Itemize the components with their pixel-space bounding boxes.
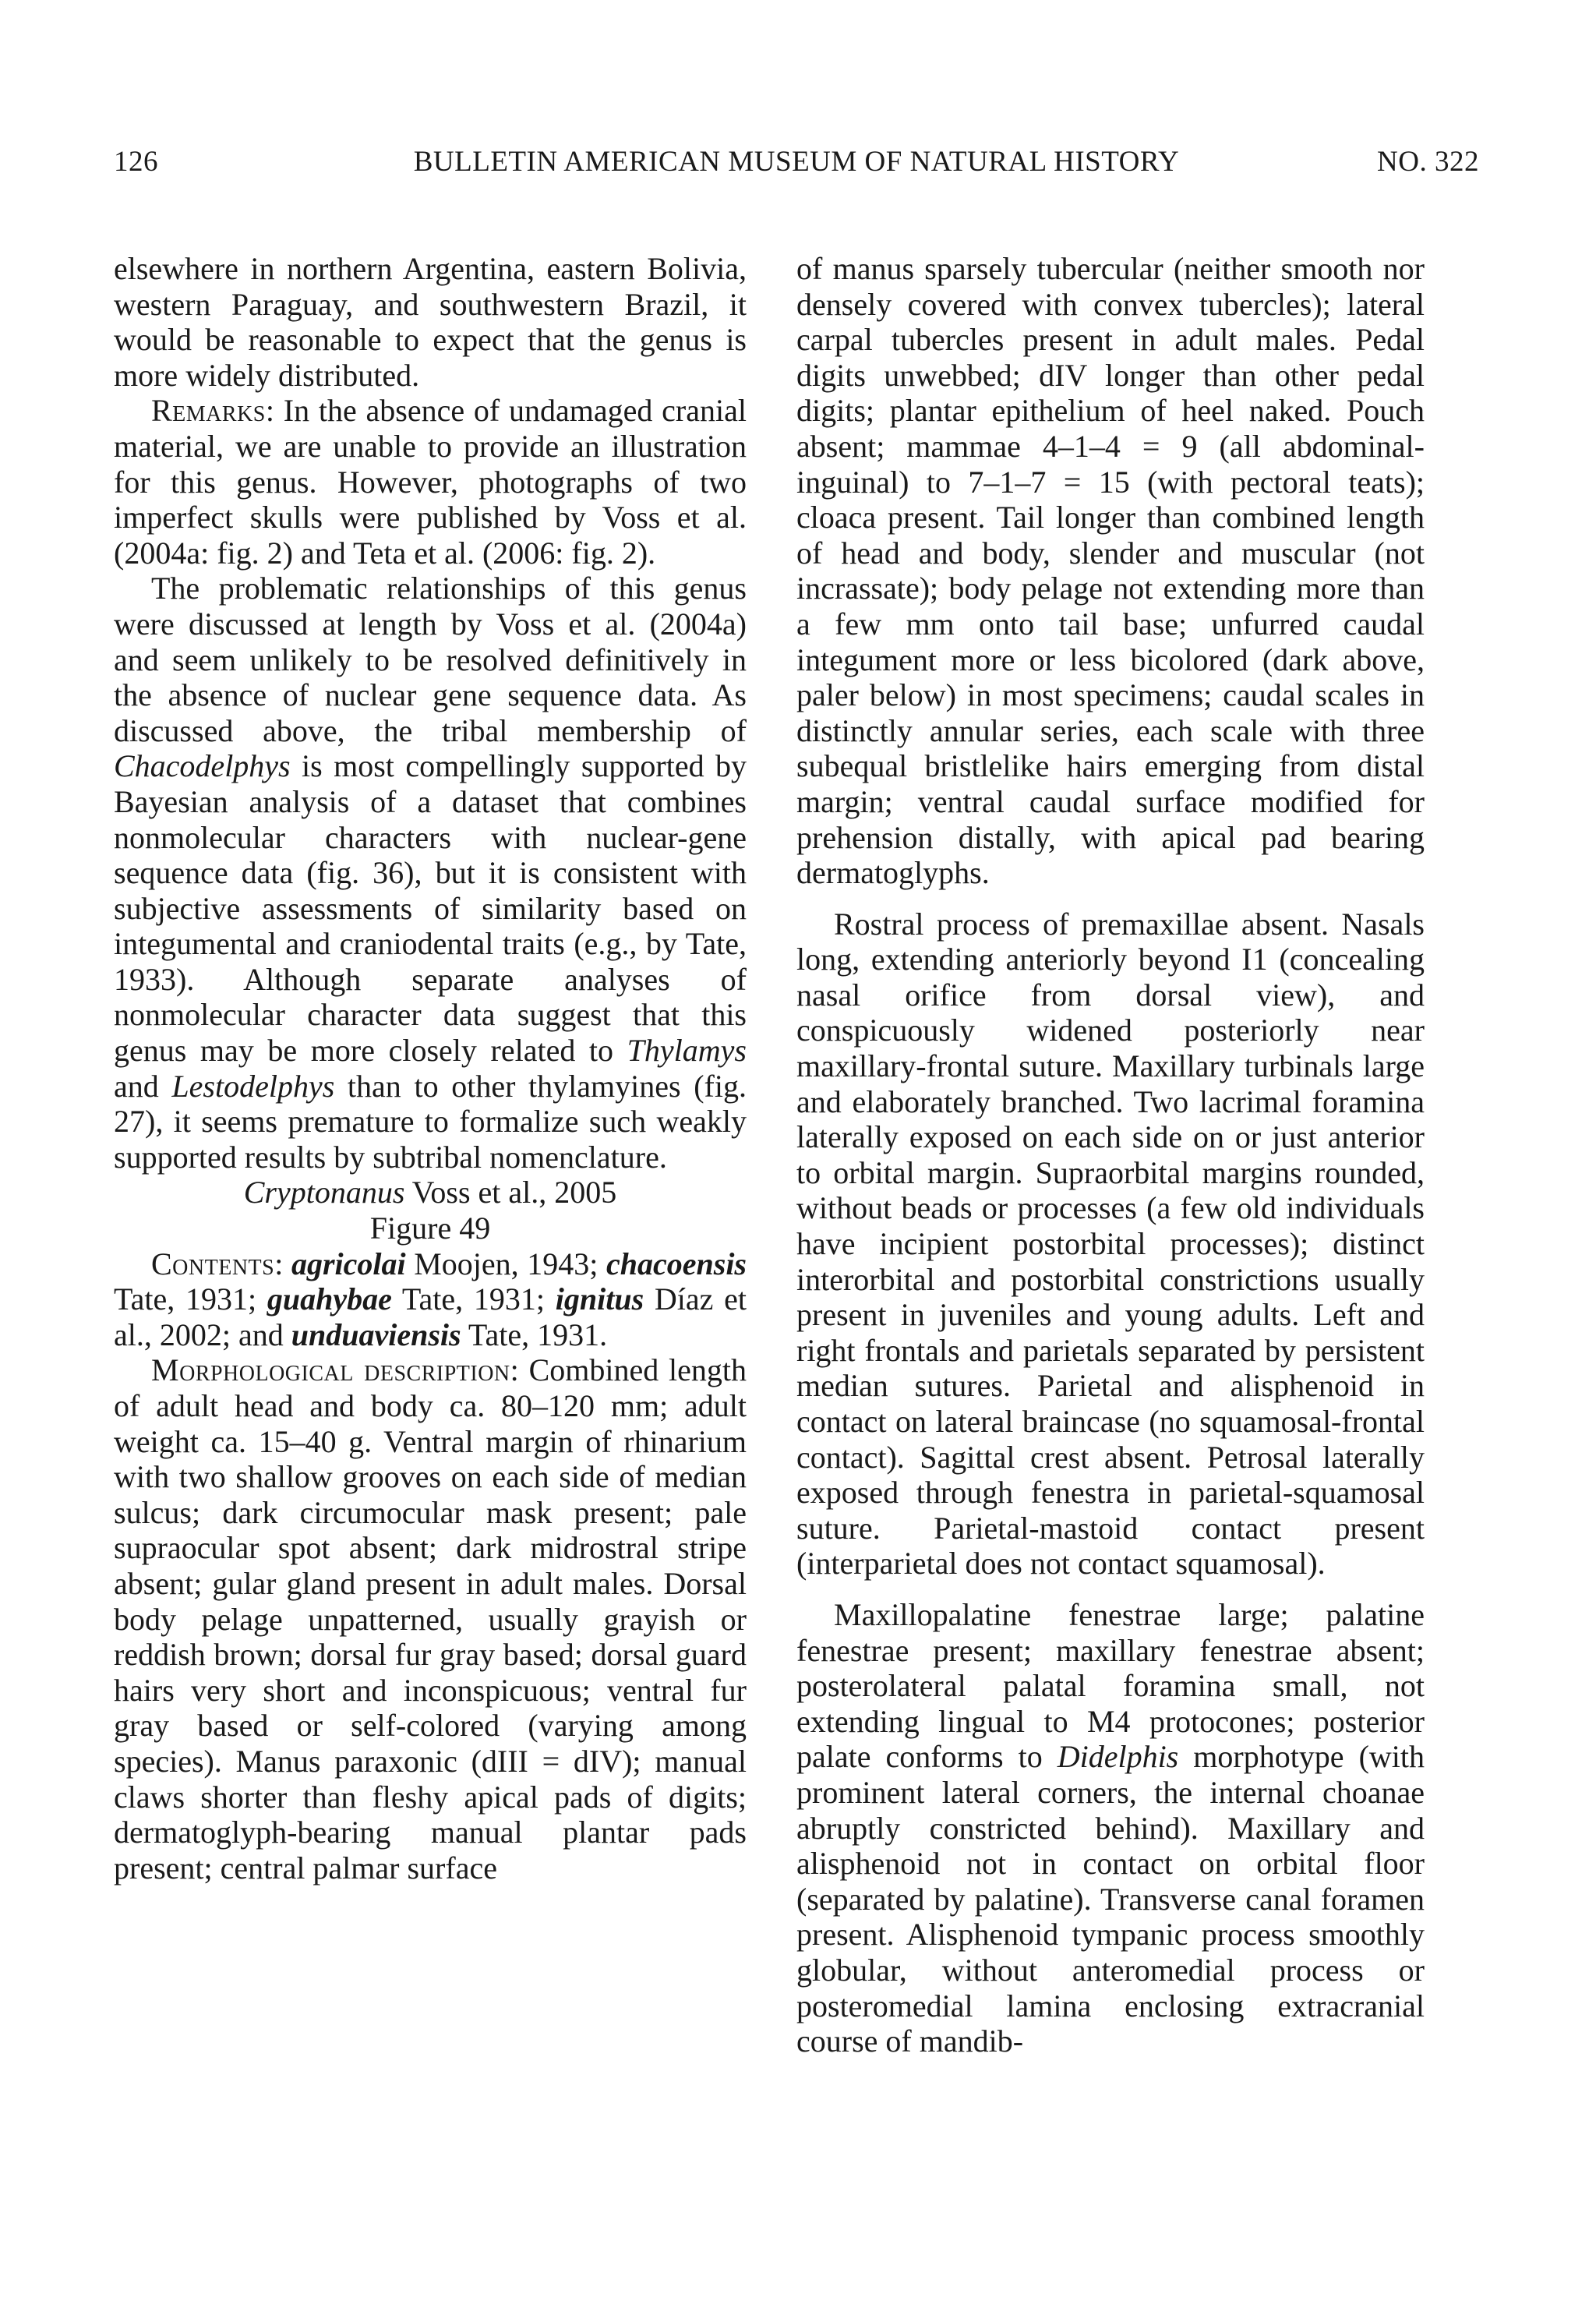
species-chacoensis: chacoensis: [606, 1246, 747, 1281]
relationships-text-3: and: [114, 1068, 172, 1104]
paragraph-distribution-end: elsewhere in northern Argentina, eastern Bolivia, western Paraguay, and southwestern Brazil, it would be reasonable to expect that the genus is more widely distributed.: [114, 251, 747, 393]
species-agricolai: agricolai: [291, 1246, 406, 1281]
palate-text-1: Maxillopalatine fenestrae large; palatine fenestrae present; maxillary fenestrae absent; posterolateral palatal foramina small, not extending lingual to M4 protocones; posterior palate conforms to: [796, 1596, 1425, 1775]
palate-text-2: morphotype (with prominent lateral corners, the internal choanae abruptly constricted behind). Maxillary and alisphenoid not in contact on orbital floor (separated by palatine). Transverse canal foramen present. Alisphenoid tympanic process smoothly globular, without anteromedial process or posteromedial lamina enclosing extracranial course of mandib-: [796, 1739, 1425, 2059]
relationships-text-2: is most compellingly supported by Bayesian analysis of a dataset that combines nonmolecular characters with nuclear-gene sequence data (fig. 36), but it is consistent with subjective assessments of similarity based on integumental and craniodental traits (e.g., by Tate, 1933). Although separate analyses of nonmolecular character data suggest that this genus may be more closely related to: [114, 748, 747, 1069]
cranial-paragraph: Rostral process of premaxillae absent. Nasals long, extending anteriorly beyond I1 (concealing nasal orifice from dorsal view), and conspicuously widened posteriorly near maxillary-frontal suture. Maxillary turbinals large and elaborately branched. Two lacrimal foramina laterally exposed on each side on or just anterior to orbital margin. Supraorbital margins rounded, without beads or processes (a few old individuals have incipient postorbital processes); distinct interorbital and postorbital constrictions usually present in juveniles and young adults. Left and right frontals and parietals separated by persistent median sutures. Parietal and alisphenoid in contact on lateral braincase (no squamosal-frontal contact). Sagittal crest absent. Petrosal laterally exposed through fenestra in parietal-squamosal suture. Parietal-mastoid contact present (interparietal does not contact squamosal).: [796, 906, 1425, 1582]
contents-text-5: Tate, 1931.: [461, 1317, 608, 1352]
issue-number: NO. 322: [1377, 146, 1479, 178]
journal-title: BULLETIN AMERICAN MUSEUM OF NATURAL HISTORY: [413, 146, 1180, 178]
left-column: [114, 251, 747, 1886]
genus-chacodelphys: Chacodelphys: [114, 748, 291, 784]
relationships-text-4: than to other thylamyines (fig. 27), it seems premature to formalize such weakly supported results by subtribal nomenclature.: [114, 1068, 747, 1175]
remarks-paragraph: Remarks: In the absence of undamaged cranial material, we are unable to provide an illustration for this genus. However, photographs of two imperfect skulls were published by Voss et al. (2004a: fig. 2) and Teta et al. (2006: fig. 2).: [114, 393, 747, 571]
morphology-label: Morphological description: [151, 1352, 510, 1388]
genus-name: Cryptonanus: [243, 1175, 405, 1210]
palate-paragraph: [796, 1597, 1425, 2059]
remarks-label: Remarks: [151, 393, 266, 429]
species-guahybae: guahybae: [267, 1281, 392, 1317]
contents-text-2: Tate, 1931;: [114, 1281, 267, 1317]
contents-text-3: Tate, 1931;: [391, 1281, 556, 1317]
relationships-paragraph: [114, 571, 747, 1175]
external-morphology-paragraph: of manus sparsely tubercular (neither smooth nor densely covered with convex tubercles); lateral carpal tubercles present in adult males. Pedal digits unwebbed; dIV longer than other pedal digits; plantar epithelium of heel naked. Pouch absent; mammae 4–1–4 = 9 (all abdominal-inguinal) to 7–1–7 = 15 (with pectoral teats); cloaca present. Tail longer than combined length of head and body, slender and muscular (not incrassate); body pelage not extending more than a few mm onto tail base; unfurred caudal integument more or less bicolored (dark above, paler below) in most specimens; caudal scales in distinctly annular series, each scale with three subequal bristlelike hairs emerging from distal margin; ventral caudal surface modified for prehension distally, with apical pad bearing dermatoglyphs.: [796, 251, 1425, 891]
genus-heading: [114, 1175, 747, 1210]
contents-label: Contents: [151, 1246, 275, 1281]
genus-figure-ref: Figure 49: [369, 1210, 491, 1246]
contents-text-4: Díaz et al., 2002; and: [114, 1281, 747, 1352]
relationships-text-1: The problematic relationships of this genus were discussed at length by Voss et al. (2004a) and seem unlikely to be resolved definitively in the absence of nuclear gene sequence data. As discussed above, the tribal membership of: [114, 571, 747, 748]
page-number: 126: [114, 146, 158, 178]
genus-lestodelphys: Lestodelphys: [171, 1068, 335, 1104]
contents-paragraph: Contents: agricolai Moojen, 1943; chacoensis Tate, 1931; guahybae Tate, 1931; ignitus Díaz et al., 2002; and unduaviensis Tate, 1931.: [114, 1246, 747, 1352]
contents-text-1: Moojen, 1943;: [405, 1246, 606, 1281]
morphology-paragraph: Morphological description: Combined length of adult head and body ca. 80–120 mm; adult weight ca. 15–40 g. Ventral margin of rhinarium with two shallow grooves on each side of median sulcus; dark circumocular mask present; pale supraocular spot absent; dark midrostral stripe absent; gular gland present in adult males. Dorsal body pelage unpatterned, usually grayish or reddish brown; dorsal fur gray based; dorsal guard hairs very short and inconspicuous; ventral fur gray based or self-colored (varying among species). Manus paraxonic (dIII = dIV); manual claws shorter than fleshy apical pads of digits; dermatoglyph-bearing manual plantar pads present; central palmar surface: [114, 1352, 747, 1886]
genus-thylamys: Thylamys: [627, 1033, 747, 1069]
species-unduaviensis: unduaviensis: [291, 1317, 461, 1352]
right-column: [796, 251, 1425, 2059]
morphology-text: Combined length of adult head and body ca. 80–120 mm; adult weight ca. 15–40 g. Ventral margin of rhinarium with two shallow grooves on each side of median sulcus; dark circumocular mask present; pale supraocular spot absent; dark midrostral stripe absent; gular gland present in adult males. Dorsal body pelage unpatterned, usually grayish or reddish brown; dorsal fur gray based; dorsal guard hairs very short and inconspicuous; ventral fur gray based or self-colored (varying among species). Manus paraxonic (dIII = dIV); manual claws shorter than fleshy apical pads of digits; dermatoglyph-bearing manual plantar pads present; central palmar surface: [114, 1352, 747, 1886]
species-ignitus: ignitus: [555, 1281, 644, 1317]
genus-didelphis: Didelphis: [1057, 1739, 1179, 1775]
genus-authority: Voss et al., 2005: [404, 1175, 617, 1210]
remarks-text: In the absence of undamaged cranial material, we are unable to provide an illustration for this genus. However, photographs of two imperfect skulls were published by Voss et al. (2004a: fig. 2) and Teta et al. (2006: fig. 2).: [114, 393, 747, 571]
